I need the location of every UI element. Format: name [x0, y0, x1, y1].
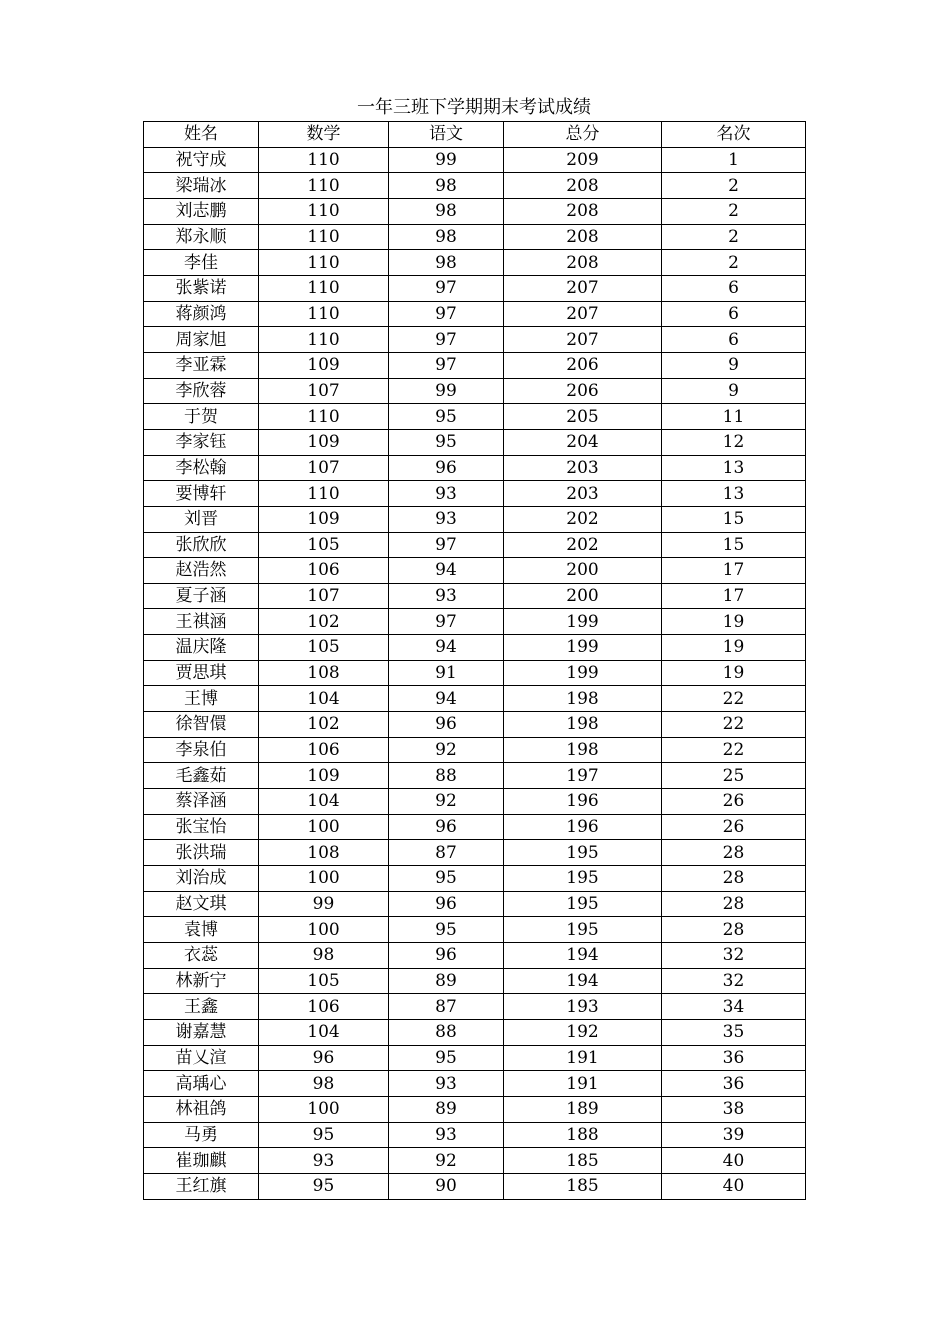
- table-row: [144, 506, 806, 532]
- cell-total: 189: [504, 1096, 662, 1122]
- cell-math: 104: [259, 686, 389, 712]
- cell-name: 李亚霖: [144, 352, 259, 378]
- table-row: [144, 1096, 806, 1122]
- cell-chinese: 87: [389, 994, 504, 1020]
- cell-chinese: 94: [389, 686, 504, 712]
- cell-math: 106: [259, 737, 389, 763]
- cell-math: 110: [259, 404, 389, 430]
- cell-math: 110: [259, 301, 389, 327]
- cell-total: 203: [504, 455, 662, 481]
- cell-chinese: 98: [389, 224, 504, 250]
- cell-total: 199: [504, 660, 662, 686]
- cell-total: 208: [504, 198, 662, 224]
- table-row: [144, 866, 806, 892]
- cell-math: 100: [259, 814, 389, 840]
- cell-total: 193: [504, 994, 662, 1020]
- cell-name: 王博: [144, 686, 259, 712]
- cell-chinese: 93: [389, 1071, 504, 1097]
- cell-chinese: 95: [389, 917, 504, 943]
- cell-total: 195: [504, 891, 662, 917]
- cell-total: 206: [504, 378, 662, 404]
- cell-rank: 40: [662, 1148, 806, 1174]
- cell-chinese: 96: [389, 455, 504, 481]
- table-row: [144, 275, 806, 301]
- cell-rank: 17: [662, 583, 806, 609]
- cell-chinese: 88: [389, 763, 504, 789]
- cell-rank: 6: [662, 275, 806, 301]
- table-row: [144, 250, 806, 276]
- cell-name: 要博轩: [144, 481, 259, 507]
- table-row: [144, 558, 806, 584]
- table-row: [144, 1045, 806, 1071]
- cell-chinese: 97: [389, 352, 504, 378]
- cell-math: 109: [259, 352, 389, 378]
- cell-name: 李欣蓉: [144, 378, 259, 404]
- cell-chinese: 97: [389, 301, 504, 327]
- cell-total: 209: [504, 147, 662, 173]
- table-row: [144, 1173, 806, 1199]
- cell-name: 于贺: [144, 404, 259, 430]
- cell-chinese: 97: [389, 275, 504, 301]
- cell-chinese: 98: [389, 250, 504, 276]
- cell-rank: 22: [662, 737, 806, 763]
- cell-total: 199: [504, 609, 662, 635]
- cell-name: 张欣欣: [144, 532, 259, 558]
- cell-math: 107: [259, 583, 389, 609]
- cell-total: 204: [504, 429, 662, 455]
- cell-rank: 1: [662, 147, 806, 173]
- cell-name: 李佳: [144, 250, 259, 276]
- cell-chinese: 93: [389, 506, 504, 532]
- cell-chinese: 98: [389, 173, 504, 199]
- cell-total: 208: [504, 173, 662, 199]
- cell-name: 温庆隆: [144, 635, 259, 661]
- cell-total: 185: [504, 1148, 662, 1174]
- cell-rank: 32: [662, 943, 806, 969]
- cell-rank: 19: [662, 635, 806, 661]
- cell-chinese: 97: [389, 609, 504, 635]
- cell-math: 106: [259, 558, 389, 584]
- table-row: [144, 609, 806, 635]
- cell-name: 梁瑞冰: [144, 173, 259, 199]
- cell-name: 崔珈麒: [144, 1148, 259, 1174]
- cell-math: 109: [259, 763, 389, 789]
- page-title: 一年三班下学期期末考试成绩: [357, 97, 591, 118]
- cell-rank: 11: [662, 404, 806, 430]
- cell-chinese: 95: [389, 429, 504, 455]
- cell-math: 98: [259, 943, 389, 969]
- table-row: [144, 327, 806, 353]
- cell-name: 林祖鸽: [144, 1096, 259, 1122]
- table-row: [144, 455, 806, 481]
- table-row: [144, 1019, 806, 1045]
- cell-math: 108: [259, 660, 389, 686]
- cell-math: 109: [259, 429, 389, 455]
- cell-math: 109: [259, 506, 389, 532]
- table-row: [144, 1122, 806, 1148]
- table-row: [144, 763, 806, 789]
- cell-name: 祝守成: [144, 147, 259, 173]
- table-row: [144, 635, 806, 661]
- table-row: [144, 712, 806, 738]
- cell-total: 198: [504, 686, 662, 712]
- cell-total: 205: [504, 404, 662, 430]
- table-row: [144, 173, 806, 199]
- cell-rank: 36: [662, 1045, 806, 1071]
- cell-total: 207: [504, 327, 662, 353]
- score-table: [143, 121, 806, 1200]
- cell-chinese: 93: [389, 1122, 504, 1148]
- cell-name: 谢嘉慧: [144, 1019, 259, 1045]
- cell-rank: 6: [662, 301, 806, 327]
- table-row: [144, 789, 806, 815]
- header-math: 数学: [259, 122, 389, 148]
- table-row: [144, 994, 806, 1020]
- cell-chinese: 92: [389, 789, 504, 815]
- cell-chinese: 93: [389, 583, 504, 609]
- cell-math: 105: [259, 532, 389, 558]
- cell-math: 107: [259, 455, 389, 481]
- cell-total: 208: [504, 250, 662, 276]
- cell-total: 200: [504, 583, 662, 609]
- cell-name: 郑永顺: [144, 224, 259, 250]
- cell-total: 202: [504, 506, 662, 532]
- cell-rank: 39: [662, 1122, 806, 1148]
- table-row: [144, 1148, 806, 1174]
- cell-rank: 2: [662, 224, 806, 250]
- cell-rank: 15: [662, 506, 806, 532]
- cell-name: 赵文琪: [144, 891, 259, 917]
- cell-total: 202: [504, 532, 662, 558]
- table-row: [144, 968, 806, 994]
- cell-total: 195: [504, 866, 662, 892]
- cell-math: 100: [259, 866, 389, 892]
- cell-name: 赵浩然: [144, 558, 259, 584]
- table-row: [144, 917, 806, 943]
- cell-total: 192: [504, 1019, 662, 1045]
- cell-chinese: 95: [389, 404, 504, 430]
- cell-total: 191: [504, 1045, 662, 1071]
- cell-rank: 26: [662, 789, 806, 815]
- cell-name: 周家旭: [144, 327, 259, 353]
- cell-name: 夏子涵: [144, 583, 259, 609]
- cell-name: 李松翰: [144, 455, 259, 481]
- table-row: [144, 301, 806, 327]
- cell-math: 100: [259, 1096, 389, 1122]
- cell-name: 马勇: [144, 1122, 259, 1148]
- cell-math: 110: [259, 327, 389, 353]
- cell-rank: 6: [662, 327, 806, 353]
- cell-math: 110: [259, 481, 389, 507]
- cell-total: 191: [504, 1071, 662, 1097]
- cell-total: 207: [504, 275, 662, 301]
- cell-chinese: 99: [389, 147, 504, 173]
- cell-rank: 36: [662, 1071, 806, 1097]
- table-row: [144, 352, 806, 378]
- cell-name: 王鑫: [144, 994, 259, 1020]
- cell-rank: 2: [662, 250, 806, 276]
- table-row: [144, 481, 806, 507]
- cell-math: 104: [259, 789, 389, 815]
- cell-chinese: 99: [389, 378, 504, 404]
- cell-math: 102: [259, 609, 389, 635]
- cell-rank: 32: [662, 968, 806, 994]
- cell-name: 高瑀心: [144, 1071, 259, 1097]
- cell-rank: 13: [662, 481, 806, 507]
- cell-rank: 2: [662, 173, 806, 199]
- cell-total: 203: [504, 481, 662, 507]
- cell-rank: 38: [662, 1096, 806, 1122]
- table-row: [144, 891, 806, 917]
- cell-rank: 40: [662, 1173, 806, 1199]
- cell-math: 106: [259, 994, 389, 1020]
- cell-math: 107: [259, 378, 389, 404]
- table-row: [144, 429, 806, 455]
- cell-rank: 9: [662, 352, 806, 378]
- cell-name: 刘志鹏: [144, 198, 259, 224]
- cell-name: 蒋颜鸿: [144, 301, 259, 327]
- cell-math: 95: [259, 1173, 389, 1199]
- table-row: [144, 404, 806, 430]
- header-total: 总分: [504, 122, 662, 148]
- table-row: [144, 943, 806, 969]
- cell-name: 徐智儇: [144, 712, 259, 738]
- cell-chinese: 96: [389, 814, 504, 840]
- cell-total: 185: [504, 1173, 662, 1199]
- table-row: [144, 583, 806, 609]
- cell-math: 108: [259, 840, 389, 866]
- cell-chinese: 94: [389, 558, 504, 584]
- cell-total: 198: [504, 712, 662, 738]
- cell-name: 衣蕊: [144, 943, 259, 969]
- cell-chinese: 91: [389, 660, 504, 686]
- cell-math: 110: [259, 147, 389, 173]
- header-chinese: 语文: [389, 122, 504, 148]
- cell-rank: 34: [662, 994, 806, 1020]
- cell-rank: 12: [662, 429, 806, 455]
- table-row: [144, 224, 806, 250]
- cell-math: 96: [259, 1045, 389, 1071]
- cell-chinese: 97: [389, 327, 504, 353]
- cell-rank: 19: [662, 609, 806, 635]
- cell-name: 苗乂渲: [144, 1045, 259, 1071]
- table-row: [144, 147, 806, 173]
- cell-name: 毛鑫茹: [144, 763, 259, 789]
- cell-chinese: 88: [389, 1019, 504, 1045]
- cell-chinese: 90: [389, 1173, 504, 1199]
- cell-total: 207: [504, 301, 662, 327]
- cell-name: 蔡泽涵: [144, 789, 259, 815]
- cell-math: 100: [259, 917, 389, 943]
- cell-name: 林新宁: [144, 968, 259, 994]
- cell-chinese: 89: [389, 1096, 504, 1122]
- cell-math: 102: [259, 712, 389, 738]
- cell-math: 110: [259, 224, 389, 250]
- cell-chinese: 96: [389, 943, 504, 969]
- cell-total: 195: [504, 840, 662, 866]
- table-row: [144, 814, 806, 840]
- cell-name: 李泉伯: [144, 737, 259, 763]
- cell-math: 110: [259, 275, 389, 301]
- cell-math: 105: [259, 968, 389, 994]
- cell-name: 王红旗: [144, 1173, 259, 1199]
- cell-math: 110: [259, 250, 389, 276]
- table-header-row: [144, 122, 806, 148]
- cell-total: 194: [504, 943, 662, 969]
- cell-math: 99: [259, 891, 389, 917]
- cell-total: 194: [504, 968, 662, 994]
- cell-rank: 35: [662, 1019, 806, 1045]
- table-row: [144, 660, 806, 686]
- cell-name: 袁博: [144, 917, 259, 943]
- cell-name: 贾思琪: [144, 660, 259, 686]
- cell-math: 98: [259, 1071, 389, 1097]
- cell-chinese: 96: [389, 712, 504, 738]
- table-row: [144, 1071, 806, 1097]
- cell-total: 188: [504, 1122, 662, 1148]
- cell-chinese: 97: [389, 532, 504, 558]
- cell-total: 197: [504, 763, 662, 789]
- cell-rank: 17: [662, 558, 806, 584]
- cell-math: 110: [259, 198, 389, 224]
- cell-name: 张紫诺: [144, 275, 259, 301]
- cell-chinese: 95: [389, 866, 504, 892]
- cell-rank: 28: [662, 917, 806, 943]
- table-row: [144, 532, 806, 558]
- cell-name: 张洪瑞: [144, 840, 259, 866]
- cell-chinese: 98: [389, 198, 504, 224]
- table-row: [144, 198, 806, 224]
- cell-rank: 2: [662, 198, 806, 224]
- cell-name: 刘晋: [144, 506, 259, 532]
- cell-name: 王祺涵: [144, 609, 259, 635]
- cell-chinese: 92: [389, 737, 504, 763]
- cell-math: 105: [259, 635, 389, 661]
- header-rank: 名次: [662, 122, 806, 148]
- cell-chinese: 89: [389, 968, 504, 994]
- cell-chinese: 94: [389, 635, 504, 661]
- cell-rank: 19: [662, 660, 806, 686]
- cell-rank: 22: [662, 686, 806, 712]
- table-body: [144, 147, 806, 1199]
- cell-math: 93: [259, 1148, 389, 1174]
- header-name: 姓名: [144, 122, 259, 148]
- cell-math: 95: [259, 1122, 389, 1148]
- cell-rank: 28: [662, 866, 806, 892]
- cell-rank: 28: [662, 891, 806, 917]
- cell-name: 李家钰: [144, 429, 259, 455]
- cell-chinese: 95: [389, 1045, 504, 1071]
- cell-math: 110: [259, 173, 389, 199]
- cell-rank: 22: [662, 712, 806, 738]
- cell-rank: 26: [662, 814, 806, 840]
- cell-total: 196: [504, 789, 662, 815]
- cell-total: 198: [504, 737, 662, 763]
- cell-rank: 9: [662, 378, 806, 404]
- cell-name: 张宝怡: [144, 814, 259, 840]
- cell-total: 199: [504, 635, 662, 661]
- cell-total: 206: [504, 352, 662, 378]
- table-row: [144, 378, 806, 404]
- cell-total: 195: [504, 917, 662, 943]
- cell-rank: 28: [662, 840, 806, 866]
- cell-name: 刘治成: [144, 866, 259, 892]
- table-row: [144, 686, 806, 712]
- table-row: [144, 840, 806, 866]
- cell-chinese: 87: [389, 840, 504, 866]
- cell-chinese: 92: [389, 1148, 504, 1174]
- cell-chinese: 93: [389, 481, 504, 507]
- table-row: [144, 737, 806, 763]
- cell-total: 208: [504, 224, 662, 250]
- cell-total: 196: [504, 814, 662, 840]
- cell-math: 104: [259, 1019, 389, 1045]
- cell-rank: 13: [662, 455, 806, 481]
- cell-chinese: 96: [389, 891, 504, 917]
- cell-rank: 15: [662, 532, 806, 558]
- cell-total: 200: [504, 558, 662, 584]
- cell-rank: 25: [662, 763, 806, 789]
